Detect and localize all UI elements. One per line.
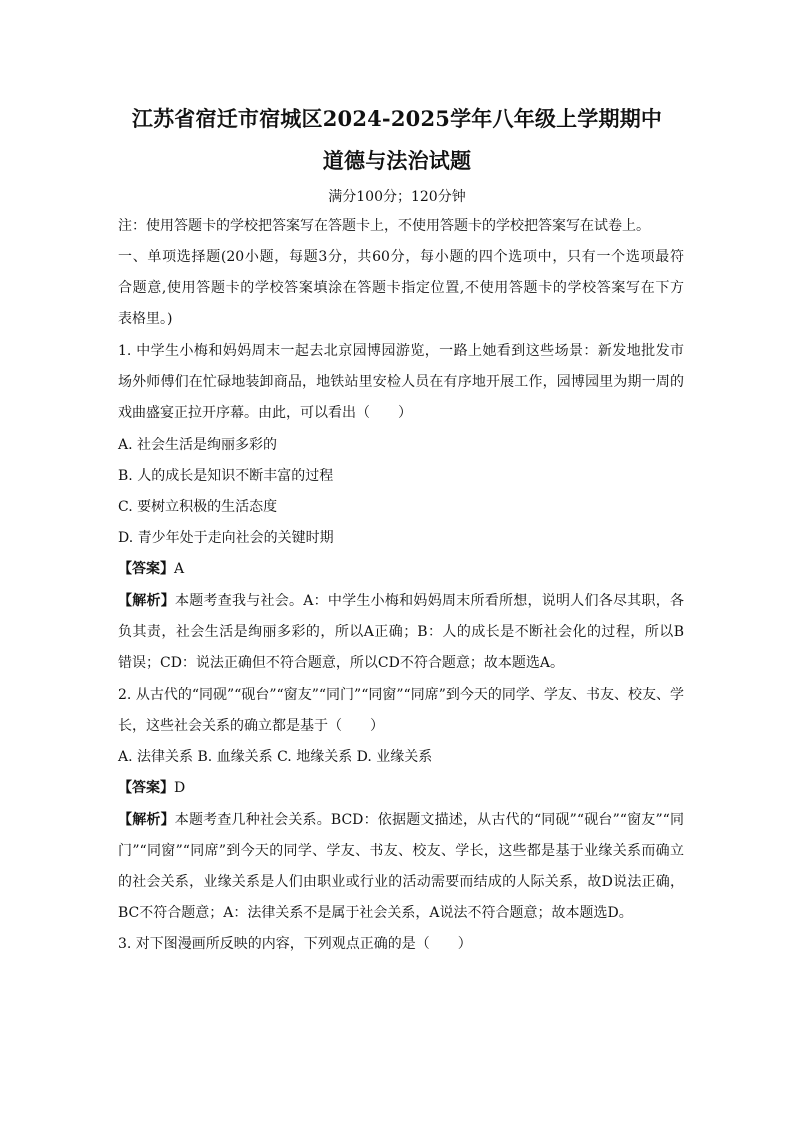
question-1-analysis-line: 错误；CD：说法正确但不符合题意，所以CD不符合题意；故本题选A。 xyxy=(118,655,564,671)
analysis-label: 【解析】 xyxy=(118,593,176,609)
section-intro-line: 一、单项选择题(20小题，每题3分，共60分，每小题的四个选项中，只有一个选项最符 xyxy=(118,249,684,265)
answer-label: 【答案】 xyxy=(118,561,174,577)
question-3-stem-line: 3. 对下图漫画所反映的内容，下列观点正确的是（ ） xyxy=(118,936,472,952)
score-time-info: 满分100分；120分钟 xyxy=(328,189,466,205)
question-1-stem-line: 1. 中学生小梅和妈妈周末一起去北京园博园游览，一路上她看到这些场景：新发地批发市 xyxy=(118,343,684,359)
question-2-stem-line: 长，这些社会关系的确立都是基于（ ） xyxy=(118,718,384,734)
exam-note: 注：使用答题卡的学校把答案写在答题卡上，不使用答题卡的学校把答案写在试卷上。 xyxy=(118,218,650,234)
question-1-analysis-line xyxy=(118,591,684,611)
question-2-analysis-line: BC不符合题意；A：法律关系不是属于社会关系，A说法不符合题意；故本题选D。 xyxy=(118,905,633,921)
exam-title-line1: 江苏省宿迁市宿城区2024-2025学年八年级上学期期中 xyxy=(131,106,663,131)
exam-title-line2: 道德与法治试题 xyxy=(322,148,472,173)
question-2-stem-line: 2. 从古代的“同砚”“砚台”“窗友”“同门”“同窗”“同席”到今天的同学、学友、书友、校友、学 xyxy=(118,687,684,703)
question-1-option-b: B. 人的成长是知识不断丰富的过程 xyxy=(118,468,334,484)
question-1-answer xyxy=(118,559,684,579)
section-intro-line: 合题意,使用答题卡的学校答案填涂在答题卡指定位置,不使用答题卡的学校答案写在下方 xyxy=(118,280,684,296)
question-2-analysis-line: 门”“同窗”“同席”到今天的同学、学友、书友、校友、学长，这些都是基于业缘关系而确立 xyxy=(118,843,684,859)
question-2-answer xyxy=(118,778,684,798)
question-1-option-a: A. 社会生活是绚丽多彩的 xyxy=(118,437,278,453)
question-1-stem-line: 戏曲盛宴正拉开序幕。由此，可以看出（ ） xyxy=(118,405,412,421)
section-intro-line: 表格里。) xyxy=(118,311,173,327)
question-1-analysis-line: 负其责，社会生活是绚丽多彩的，所以A正确；B：人的成长是不断社会化的过程，所以B xyxy=(118,624,684,640)
answer-value: D xyxy=(174,780,186,796)
question-1-option-c: C. 要树立积极的生活态度 xyxy=(118,499,278,515)
answer-value: A xyxy=(174,561,185,577)
analysis-text: 本题考查几种社会关系。BCD：依据题文描述，从古代的“同砚”“砚台”“窗友”“同 xyxy=(174,812,684,828)
analysis-text: 本题考查我与社会。A：中学生小梅和妈妈周末所看所想，说明人们各尽其职，各 xyxy=(175,593,685,609)
question-1-option-d: D. 青少年处于走向社会的关键时期 xyxy=(118,530,334,546)
answer-label: 【答案】 xyxy=(118,780,174,796)
question-2-analysis-line xyxy=(118,810,684,830)
question-2-analysis-line: 的社会关系，业缘关系是人们由职业或行业的活动需要而结成的人际关系，故D说法正确， xyxy=(118,874,684,890)
question-2-options: A. 法律关系 B. 血缘关系 C. 地缘关系 D. 业缘关系 xyxy=(118,749,433,765)
analysis-label: 【解析】 xyxy=(118,812,175,828)
question-1-stem-line: 场外师傅们在忙碌地装卸商品，地铁站里安检人员在有序地开展工作，园博园里为期一周的 xyxy=(118,374,684,390)
